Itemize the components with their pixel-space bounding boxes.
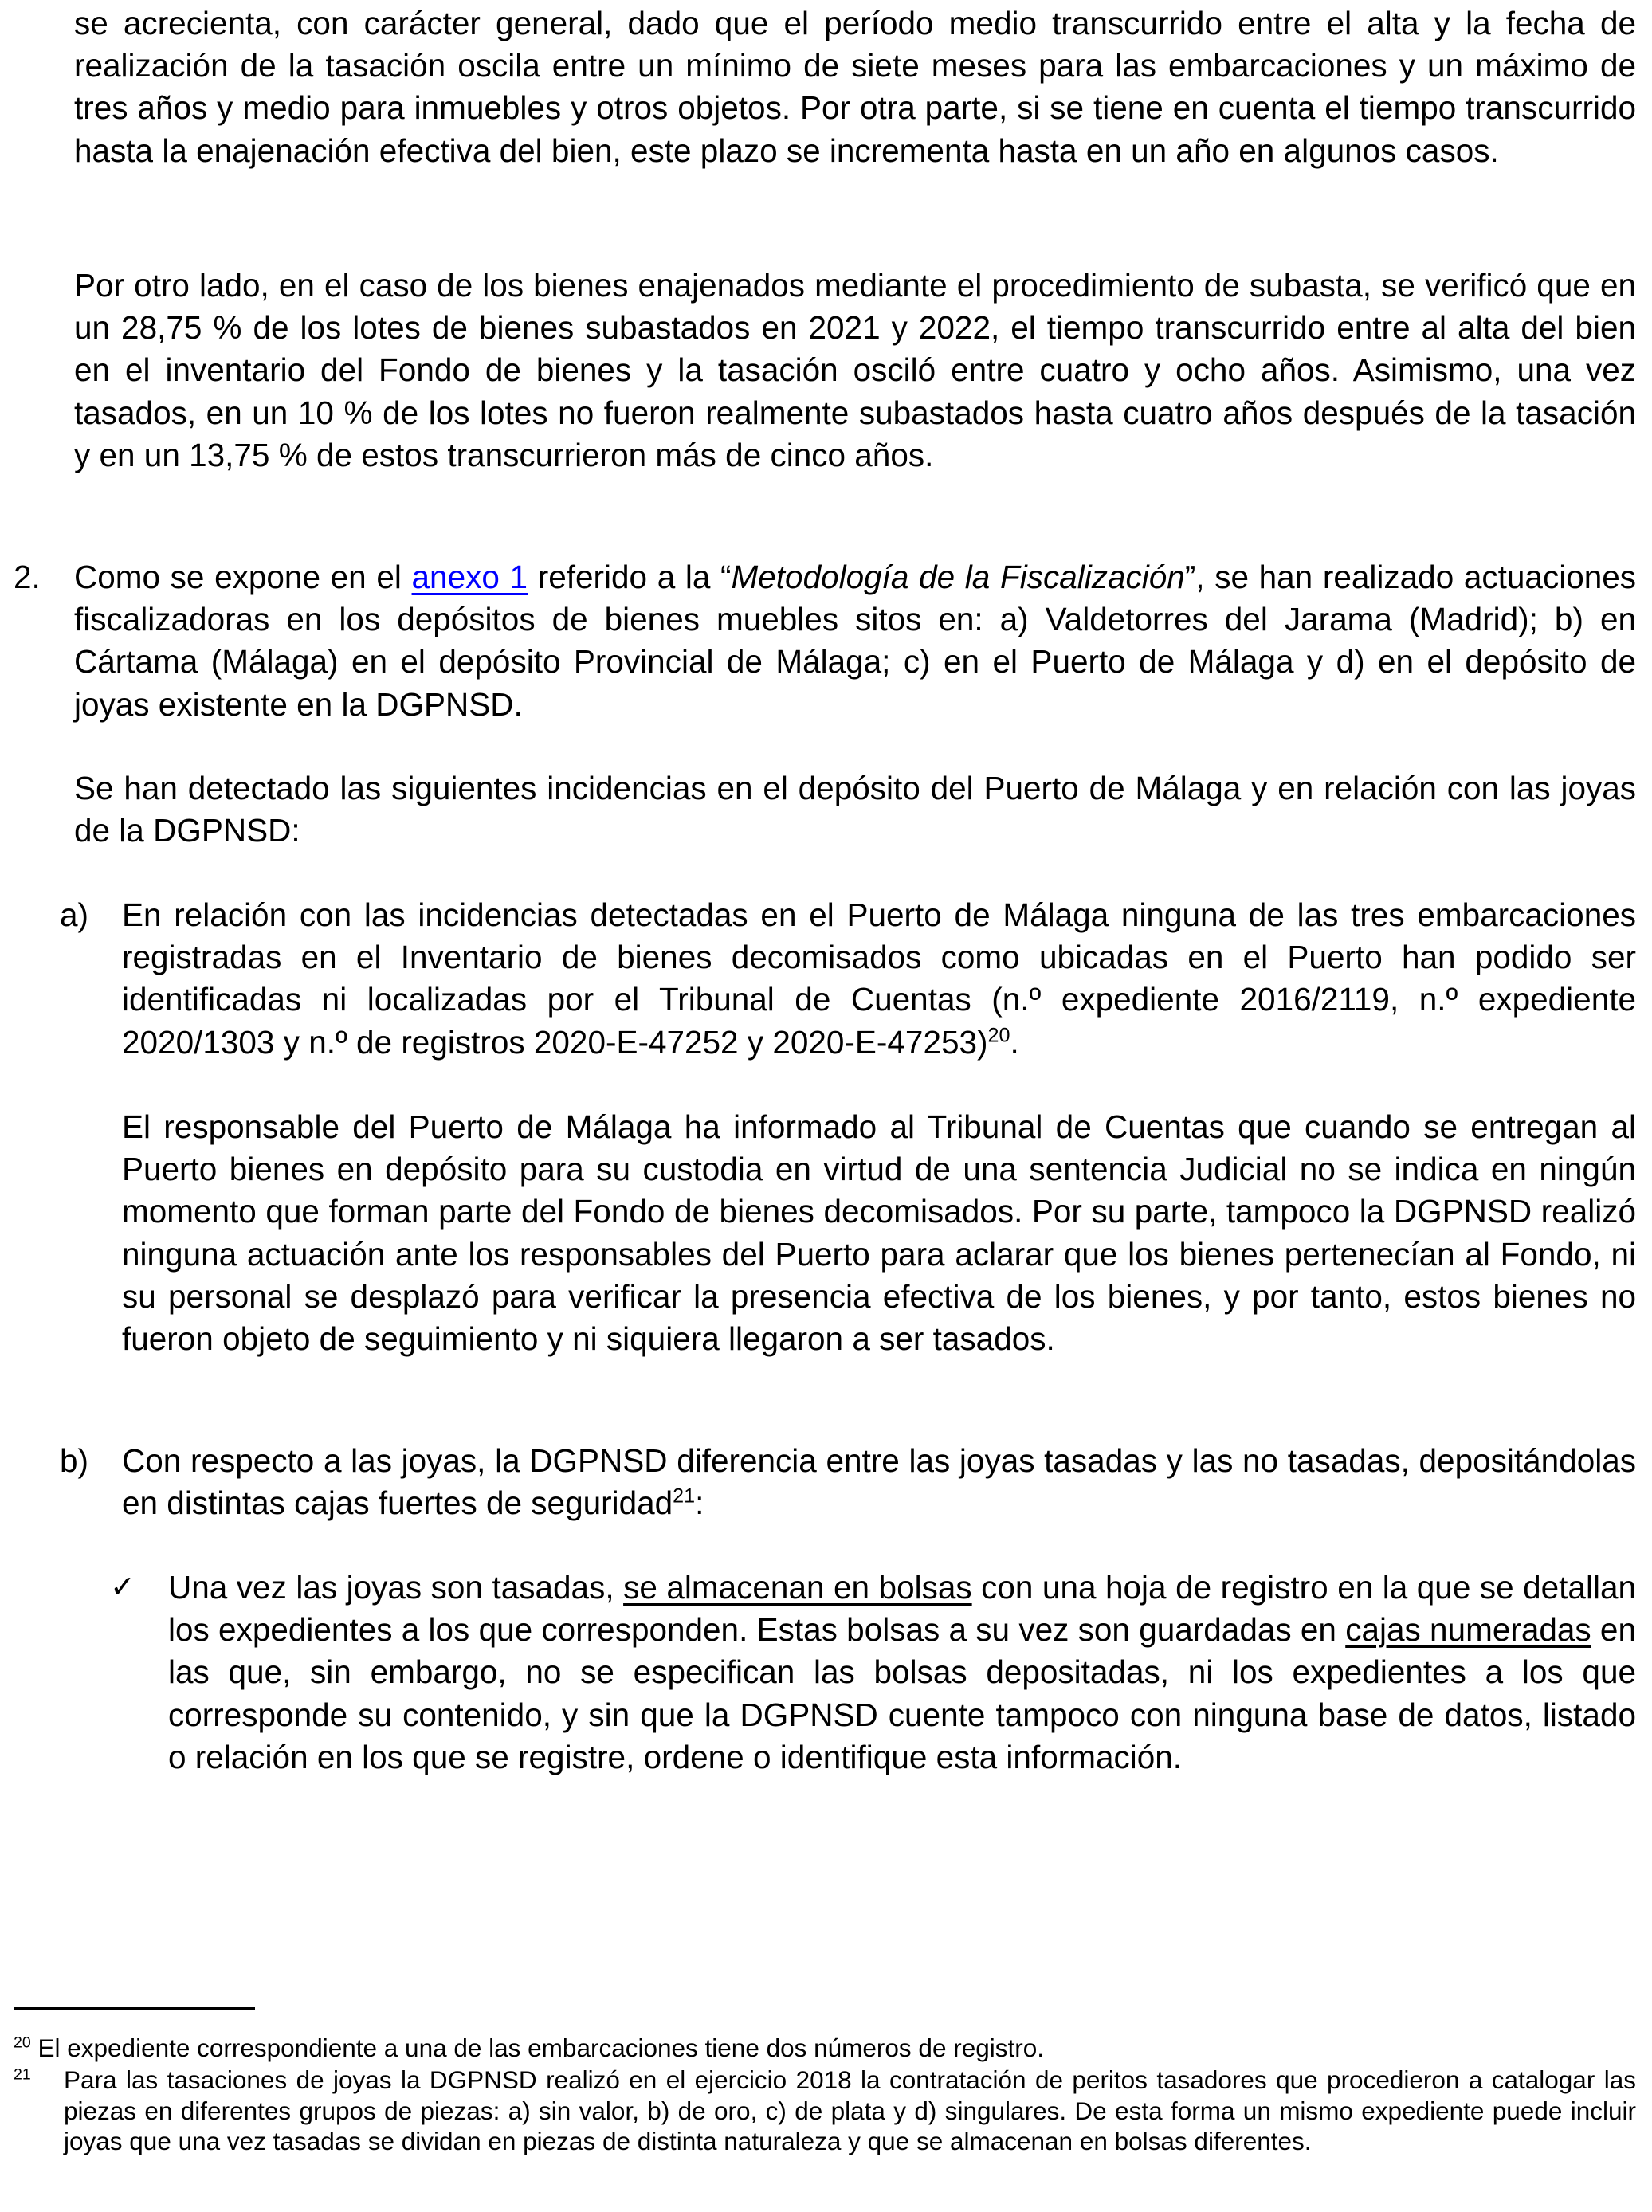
footnote-20 (14, 2033, 1636, 2064)
list-label-a: a) (60, 896, 89, 933)
list-number-2: 2. (14, 559, 41, 595)
list-label-b: b) (60, 1442, 89, 1479)
item-2-text-end: ”, se han realizado actuaciones fiscalizadoras en los depósitos de bienes muebles sitos en: a) Valdetorres del Jarama (Madrid); b) en Cártama (Málaga) en el depósito Provincial de Málaga; c) en el Puerto de Málaga y d) en el depósito de joyas existente en la DGPNSD. (74, 559, 1637, 723)
underlined-cajas: cajas numeradas (1345, 1611, 1591, 1649)
methodology-title: Metodología de la Fiscalización (731, 559, 1185, 595)
item-b-text: Con respecto a las joyas, la DGPNSD diferencia entre las joyas tasadas y las no tasadas, depositándolas en distintas cajas fuertes de seguridad (122, 1442, 1636, 1522)
item-2-text-mid: referido a la “ (528, 559, 732, 595)
checkmark-icon: ✓ (110, 1571, 135, 1604)
item-a-text-end: . (1010, 1023, 1019, 1061)
item-b-text-end: : (695, 1484, 704, 1522)
footnote-ref-21[interactable]: 21 (673, 1484, 696, 1508)
paragraph-continuation: se acrecienta, con carácter general, dado que el período medio transcurrido entre el alta y la fecha de realización de la tasación oscila entre un mínimo de siete meses para las embarcaciones y un máximo de tres años y medio para inmuebles y otros objetos. Por otra parte, si se tiene en cuenta el tiempo transcurrido hasta la enajenación efectiva del bien, este plazo se incrementa hasta en un año en algunos casos. (74, 5, 1636, 169)
footnote-20-text: El expediente correspondiente a una de las embarcaciones tiene dos números de registro. (37, 2034, 1045, 2062)
bullet-text-3: en las que, sin embargo, no se especifican las bolsas depositadas, ni los expedientes a los que corresponde su contenido, y sin que la DGPNSD cuente tampoco con ninguna base de datos, listado o relación en los que se registre, ordene o identifique esta información. (168, 1611, 1636, 1775)
anexo-1-link[interactable]: anexo 1 (411, 559, 528, 595)
footnote-number-20: 20 (14, 2034, 31, 2052)
bullet-joyas-paragraph (168, 1567, 1636, 1779)
item-b-paragraph (122, 1440, 1636, 1524)
bullet-text-2: con una hoja de registro en la que se detallan los expedientes a los que corresponden. Estas bolsas a su vez son guardadas en (168, 1569, 1637, 1649)
item-a-text: En relación con las incidencias detectadas en el Puerto de Málaga ninguna de las tres embarcaciones registradas en el Inventario de bienes decomisados como ubicadas en el Puerto han podido ser identificadas ni localizadas por el Tribunal de Cuentas (n.º expediente 2016/2119, n.º expediente 2020/1303 y n.º de registros 2020-E-47252 y 2020-E-47253) (122, 896, 1636, 1061)
item-a-paragraph (122, 894, 1636, 1064)
item-2-text-start: Como se expone en el (74, 559, 412, 595)
bullet-text-1: Una vez las joyas son tasadas, (168, 1569, 624, 1606)
footnote-number-21-wrap (14, 2065, 61, 2096)
underlined-bolsas: se almacenan en bolsas (623, 1569, 972, 1606)
item-2-paragraph (74, 556, 1636, 726)
footnote-number-21: 21 (14, 2065, 31, 2084)
item-a-paragraph-2: El responsable del Puerto de Málaga ha informado al Tribunal de Cuentas que cuando se entregan al Puerto bienes en depósito para su custodia en virtud de una sentencia Judicial no se indica en ningún momento que forman parte del Fondo de bienes decomisados. Por su parte, tampoco la DGPNSD realizó ninguna actuación ante los responsables del Puerto para aclarar que los bienes pertenecían al Fondo, ni su personal se desplazó para verificar la presencia efectiva de los bienes, y por tanto, estos bienes no fueron objeto de seguimiento y ni siquiera llegaron a ser tasados. (122, 1108, 1636, 1358)
incidencias-intro: Se han detectado las siguientes incidencias en el depósito del Puerto de Málaga y en relación con las joyas de la DGPNSD: (74, 770, 1636, 849)
footnote-ref-20[interactable]: 20 (987, 1024, 1010, 1047)
paragraph-subasta: Por otro lado, en el caso de los bienes enajenados mediante el procedimiento de subasta, se verificó que en un 28,75 % de los lotes de bienes subastados en 2021 y 2022, el tiempo transcurrido entre al alta del bien en el inventario del Fondo de bienes y la tasación osciló entre cuatro y ocho años. Asimismo, una vez tasados, en un 10 % de los lotes no fueron realmente subastados hasta cuatro años después de la tasación y en un 13,75 % de estos transcurrieron más de cinco años. (74, 267, 1636, 473)
footnote-21-text: Para las tasaciones de joyas la DGPNSD realizó en el ejercicio 2018 la contratación de peritos tasadores que procedieron a catalogar las piezas en diferentes grupos de piezas: a) sin valor, b) de oro, c) de plata y d) singulares. De esta forma un mismo expediente puede incluir joyas que una vez tasadas se dividan en piezas de distinta naturaleza y que se almacenan en bolsas diferentes. (64, 2065, 1636, 2155)
footnote-separator (14, 2007, 255, 2010)
